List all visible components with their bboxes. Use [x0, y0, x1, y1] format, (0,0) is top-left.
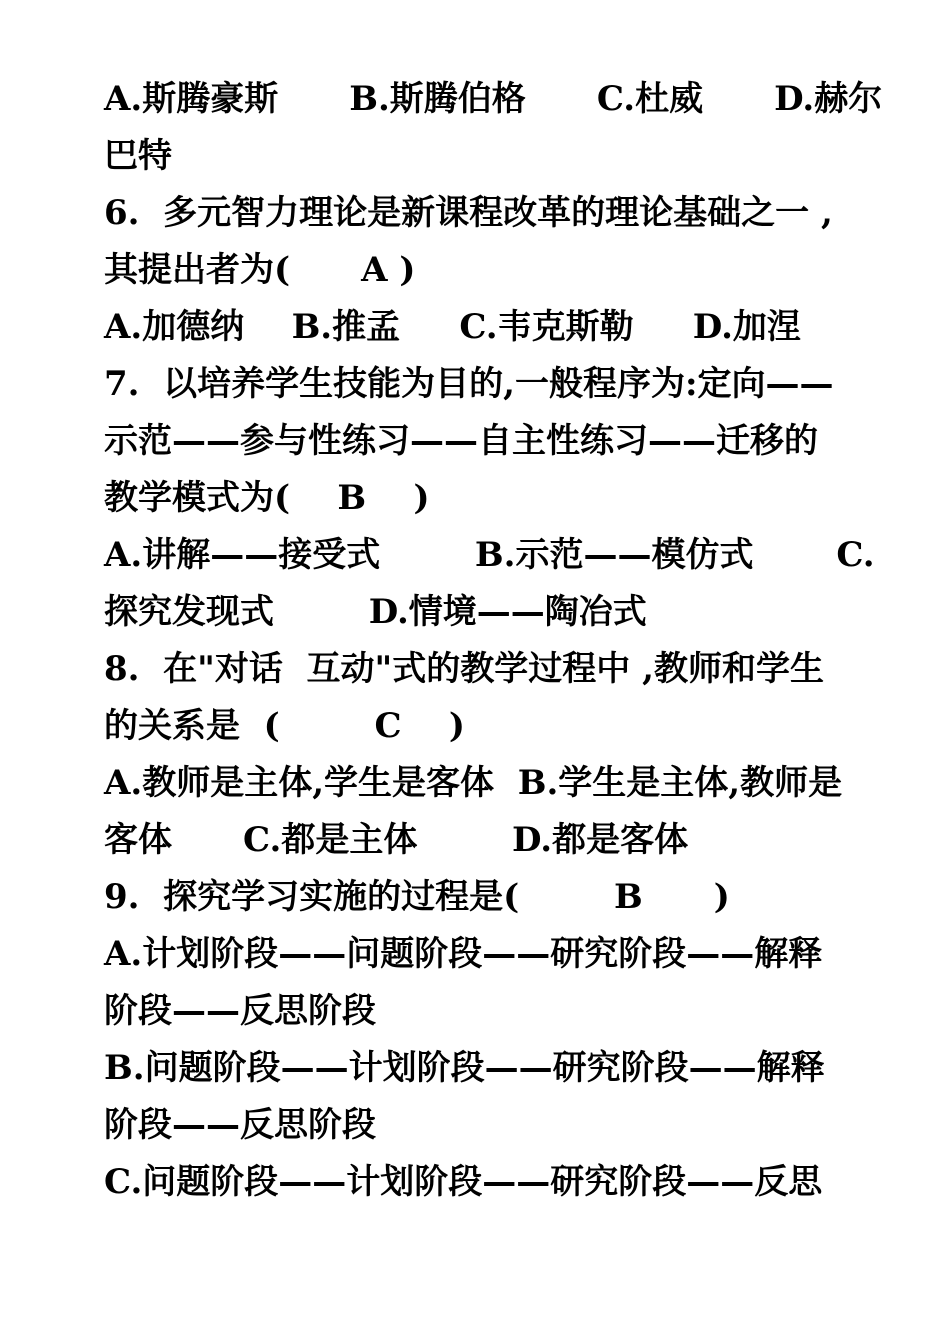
question-6-line: 其提出者为( A ) [104, 250, 416, 290]
question-7-line: 7. 以培养学生技能为目的,一般程序为:定向—— [104, 364, 834, 404]
question-6-options: A.加德纳 B.推孟 C.韦克斯勒 D.加涅 [104, 307, 801, 347]
question-7-options: 探究发现式 D.情境——陶冶式 [104, 592, 647, 632]
question-7-line: 教学模式为( B ) [104, 478, 430, 518]
document-body [104, 71, 883, 1211]
question-9-option-a: A.计划阶段——问题阶段——研究阶段——解释 [104, 934, 823, 974]
question-9-line: 9. 探究学习实施的过程是( B ) [104, 877, 730, 917]
question-9-option-c: C.问题阶段——计划阶段——研究阶段——反思 [104, 1162, 823, 1202]
question-9-option-a: 阶段——反思阶段 [104, 991, 376, 1031]
question-7-options: A.讲解——接受式 B.示范——模仿式 C. [104, 535, 875, 575]
question-8-line: 8. 在"对话 互动"式的教学过程中 ,教师和学生 [104, 649, 824, 689]
text-line: A.斯腾豪斯 B.斯腾伯格 C.杜威 D.赫尔 [104, 79, 883, 119]
question-8-line: 的关系是 ( C ) [104, 706, 465, 746]
question-8-options: 客体 C.都是主体 D.都是客体 [104, 820, 689, 860]
text-line: 巴特 [104, 136, 172, 176]
question-7-line: 示范——参与性练习——自主性练习——迁移的 [104, 421, 818, 461]
question-6-line: 6. 多元智力理论是新课程改革的理论基础之一 , [104, 193, 833, 233]
question-9-option-b: B.问题阶段——计划阶段——研究阶段——解释 [104, 1048, 825, 1088]
question-9-option-b: 阶段——反思阶段 [104, 1105, 376, 1145]
question-8-options: A.教师是主体,学生是客体 B.学生是主体,教师是 [104, 763, 843, 803]
